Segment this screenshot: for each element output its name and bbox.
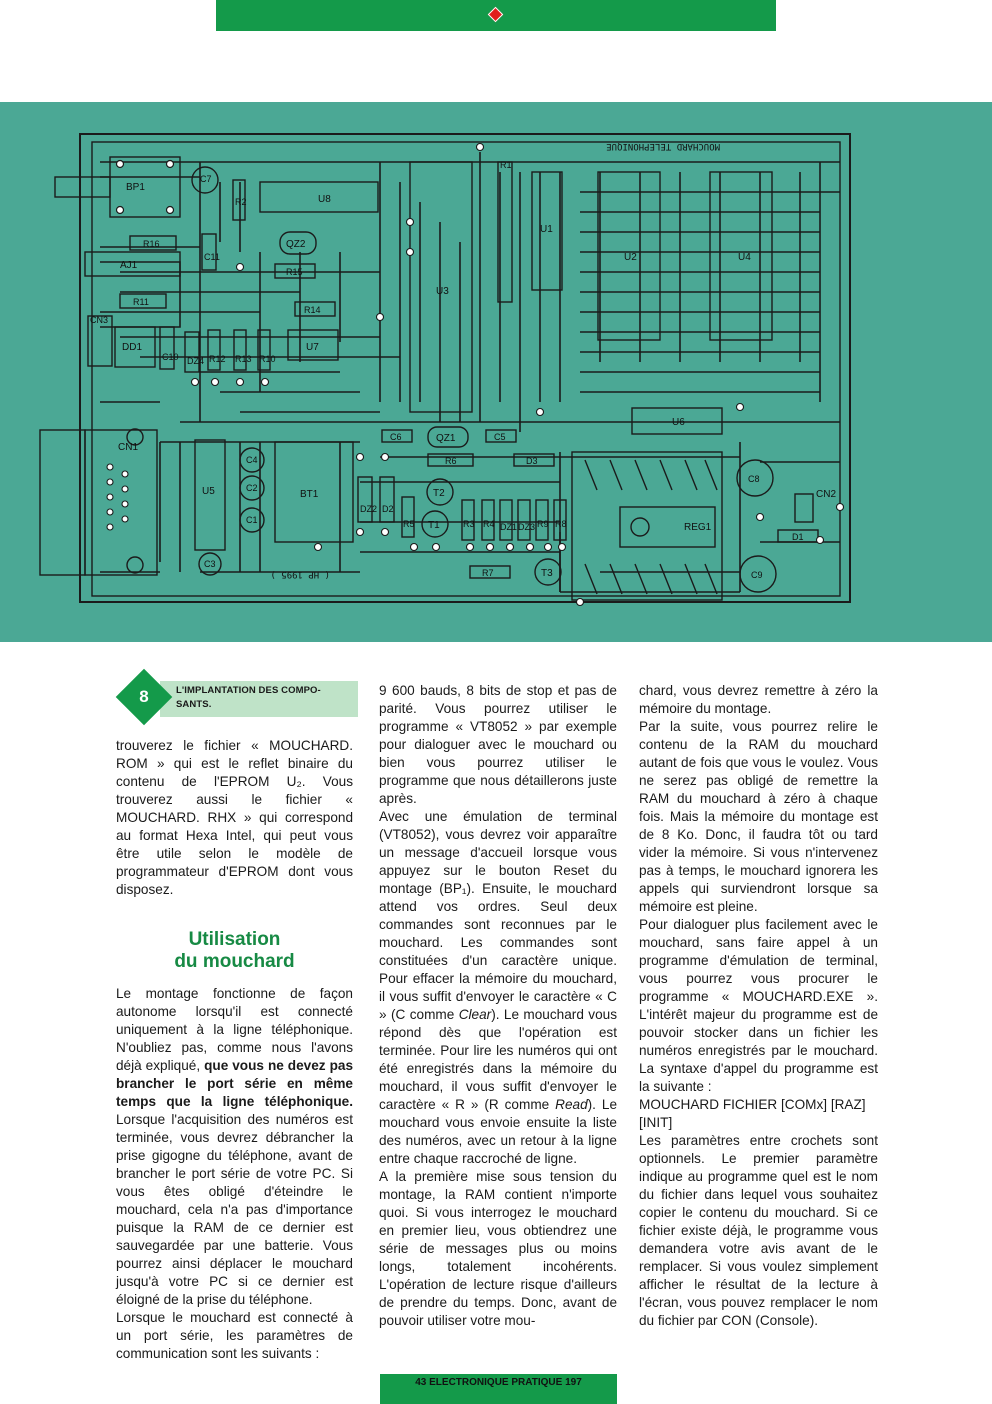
pcb-label-U3: U3 xyxy=(436,286,449,297)
pcb-label-R14: R14 xyxy=(304,305,321,315)
pcb-label-R1: R1 xyxy=(500,160,512,170)
pcb-label-R5: R5 xyxy=(403,519,415,529)
pcb-label-D2: D2 xyxy=(382,504,394,514)
pcb-label-R9: R9 xyxy=(537,519,549,529)
pcb-label-U4: U4 xyxy=(738,252,751,263)
col3-command-syntax: MOUCHARD FICHIER [COMx] [RAZ] [INIT] xyxy=(639,1097,866,1130)
pcb-label-U2: U2 xyxy=(624,252,637,263)
page-footer xyxy=(380,1374,617,1404)
pcb-label-R10: R10 xyxy=(259,354,276,364)
pcb-label-U7: U7 xyxy=(306,342,319,353)
pcb-label-C9: C9 xyxy=(751,570,763,580)
article-column-2 xyxy=(379,682,617,1330)
pcb-label-CN3: CN3 xyxy=(90,315,109,325)
pcb-label-U8: U8 xyxy=(318,194,331,205)
pcb-label-R4: R4 xyxy=(483,519,495,529)
pcb-label-REG1: REG1 xyxy=(684,522,712,533)
pcb-label-QZ1: QZ1 xyxy=(436,433,456,444)
pcb-label-DZ1: DZ1 xyxy=(500,522,518,532)
pcb-label-CN2: CN2 xyxy=(816,489,837,500)
pcb-label-R7: R7 xyxy=(482,568,494,578)
article-column-3 xyxy=(639,682,878,1330)
pcb-label-C6: C6 xyxy=(390,432,402,442)
figure-number: 8 xyxy=(139,687,149,706)
pcb-label-R13: R13 xyxy=(235,354,252,364)
pcb-label-DZ3: DZ3 xyxy=(518,522,536,532)
pcb-label-C10: C10 xyxy=(162,352,179,362)
pcb-label-T1: T1 xyxy=(428,520,440,531)
figure-caption xyxy=(120,678,358,716)
col2-p2-text-b: ). Le mouchard vous répond dès que l'opération est terminée. Pour lire les numéros qui ont été enregistrés dans la mémoire du mouchard, il vous suffit d'envoyer le caractère « R » (R comme xyxy=(379,1007,617,1112)
col2-p2-read: Read xyxy=(555,1097,588,1112)
pcb-layout-drawing xyxy=(0,102,992,642)
pcb-label-BP1: BP1 xyxy=(126,182,145,193)
footer-page-text: 43 ELECTRONIQUE PRATIQUE 197 xyxy=(415,1377,582,1388)
pcb-label-DD1: DD1 xyxy=(122,342,143,353)
top-color-bar xyxy=(216,0,776,31)
figure-caption-text: L'IMPLANTATION DES COMPO-SANTS. xyxy=(176,685,321,710)
col3-paragraph-2: Par la suite, vous pourrez relire le contenu de la RAM du mouchard autant de fois que vous le voulez. Vous ne serez pas obligé de remettre la RAM du mouchard à zéro à chaque fois. Mais la mémoire du montage est de 8 Ko. Donc, il faudra tôt ou tard vider la mémoire. Si vous n'intervenez pas à temps, le mouchard ignorera les appels qui surviendront lorsque sa mémoire est pleine. xyxy=(639,719,878,914)
pcb-label-U1: U1 xyxy=(540,224,553,235)
pcb-label-T3: T3 xyxy=(541,568,553,579)
heading-line-2: du mouchard xyxy=(174,951,295,972)
pcb-label-C8: C8 xyxy=(748,474,760,484)
pcb-label-C4: C4 xyxy=(246,455,258,465)
col2-paragraph-1: 9 600 bauds, 8 bits de stop et pas de parité. Vous pourrez utiliser le programme « VT8052 » par exemple pour dialoguer avec le mouchard ou bien vous pourrez utiliser le programme que nous détaillerons juste après. xyxy=(379,683,617,806)
board-title: MOUCHARD TELEPHONIQUE xyxy=(606,141,720,151)
pcb-label-C3: C3 xyxy=(204,559,216,569)
pcb-label-R15: R15 xyxy=(286,267,303,277)
col2-p2-clear: Clear xyxy=(458,1007,492,1022)
col1-paragraph-1: trouverez le fichier « MOUCHARD. ROM » qui est le reflet binaire du contenu de l'EPROM U₂. Vous trouverez aussi le fichier « MOUCHARD. RHX » qui correspond au format Hexa Intel, qui peut vous être utile selon le modèle de programmateur d'EPROM dont vous disposez. xyxy=(116,738,353,897)
pcb-label-R2: R2 xyxy=(235,197,247,207)
pcb-label-R11: R11 xyxy=(133,297,149,307)
col1-paragraph-3: Lorsque le mouchard est connecté à un port série, les paramètres de communication sont les suivants : xyxy=(116,1310,353,1361)
col1-p2-text-b: Lorsque l'acquisition des numéros est terminée, vous devrez débrancher la prise gigogne du téléphone, avant de brancher le port série de votre PC. Si vous êtes obligé d'éteindre le mouchard, cela n'a pas d'importance puisque la RAM de ce dernier est sauvegardée par une batterie. Vous pourrez ainsi déplacer le mouchard jusqu'à votre PC si ce dernier est éloigné de la prise du téléphone. xyxy=(116,1112,353,1307)
pcb-label-T2: T2 xyxy=(433,488,445,499)
pcb-label-DZ2: DZ2 xyxy=(360,504,378,514)
pcb-label-R8: R8 xyxy=(555,519,567,529)
pcb-label-R16: R16 xyxy=(143,239,160,249)
pcb-figure xyxy=(0,102,992,642)
pcb-label-AJ1: AJ1 xyxy=(120,260,138,271)
pcb-label-U6: U6 xyxy=(672,417,685,428)
board-date: ( HP 1995 ) xyxy=(270,569,330,579)
pcb-label-U5: U5 xyxy=(202,486,215,497)
pcb-label-C7: C7 xyxy=(200,174,212,184)
pcb-label-C11: C11 xyxy=(204,252,220,262)
pcb-label-QZ2: QZ2 xyxy=(286,239,306,250)
col1-p2-bold-warning: que vous ne devez pas brancher le port série en même temps que la ligne téléphonique. xyxy=(116,1058,353,1109)
pcb-label-D1: D1 xyxy=(792,532,804,542)
heading-line-1: Utilisation xyxy=(188,929,281,950)
col3-paragraph-3: Pour dialoguer plus facilement avec le mouchard, sans faire appel à un programme d'émulation de terminal, vous pourrez vous procurer le programme « MOUCHARD.EXE ». L'intérêt majeur du programme est de pouvoir stocker dans un fichier les numéros enregistrés par le mouchard. La syntaxe d'appel du programme est la suivante : xyxy=(639,917,878,1094)
col3-paragraph-4: Les paramètres entre crochets sont optionnels. Le premier paramètre indique au programme quel est le nom du fichier dans lequel vous souhaitez copier le contenu du mouchard. Si ce fichier existe déjà, le programme vous demandera votre avis avant de le remplacer. Si vous voulez simplement afficher le résultat de la lecture à l'écran, vous pouvez remplacer le nom du fichier par CON (Console). xyxy=(639,1133,878,1328)
pcb-label-BT1: BT1 xyxy=(300,489,319,500)
pcb-label-R6: R6 xyxy=(445,456,457,466)
pcb-label-R3: R3 xyxy=(463,519,475,529)
col2-paragraph-3: A la première mise sous tension du montage, la RAM contient n'importe quoi. Si vous interrogez le mouchard en premier lieu, vous obtiendrez une série de messages plus ou moins longs, totalement incohérents. L'opération de lecture risque d'ailleurs de prendre du temps. Donc, avant de pouvoir utiliser votre mou- xyxy=(379,1169,617,1328)
section-heading xyxy=(116,929,353,973)
col2-paragraph-2 xyxy=(379,808,617,1168)
pcb-label-C2: C2 xyxy=(246,483,258,493)
col2-p2-text-a: Avec une émulation de terminal (VT8052), vous devrez voir apparaître un message d'accueil lorsque vous appuyez sur le bouton Reset du montage (BP₁). Ensuite, le mouchard attend vos ordres. Seul deux commandes sont reconnues par le mouchard. Les commandes sont constituées d'un caractère unique. Pour effacer la mémoire du mouchard, il vous suffit d'envoyer le caractère « C » (C comme xyxy=(379,809,617,1022)
col1-p2-text-a: Le montage fonctionne de façon autonome lorsqu'il est connecté uniquement à la ligne téléphonique. N'oubliez pas, comme nous l'avons déjà expliqué, xyxy=(116,986,353,1073)
col1-paragraph-2 xyxy=(116,985,353,1309)
pcb-label-DZ4: DZ4 xyxy=(187,356,205,366)
pcb-label-CN1: CN1 xyxy=(118,442,139,453)
pcb-label-R12: R12 xyxy=(209,354,226,364)
col2-p2-text-c: ). Le mouchard vous envoie ensuite la liste des numéros, avec un retour à la ligne entre chaque raccroché de ligne. xyxy=(379,1097,618,1166)
pcb-label-D3: D3 xyxy=(526,456,538,466)
red-diamond-icon xyxy=(488,7,504,23)
article-column-1 xyxy=(116,737,353,1363)
col3-paragraph-1: chard, vous devrez remettre à zéro la mémoire du montage. xyxy=(639,683,878,716)
pcb-label-C1: C1 xyxy=(246,515,258,525)
pcb-label-C5: C5 xyxy=(494,432,506,442)
